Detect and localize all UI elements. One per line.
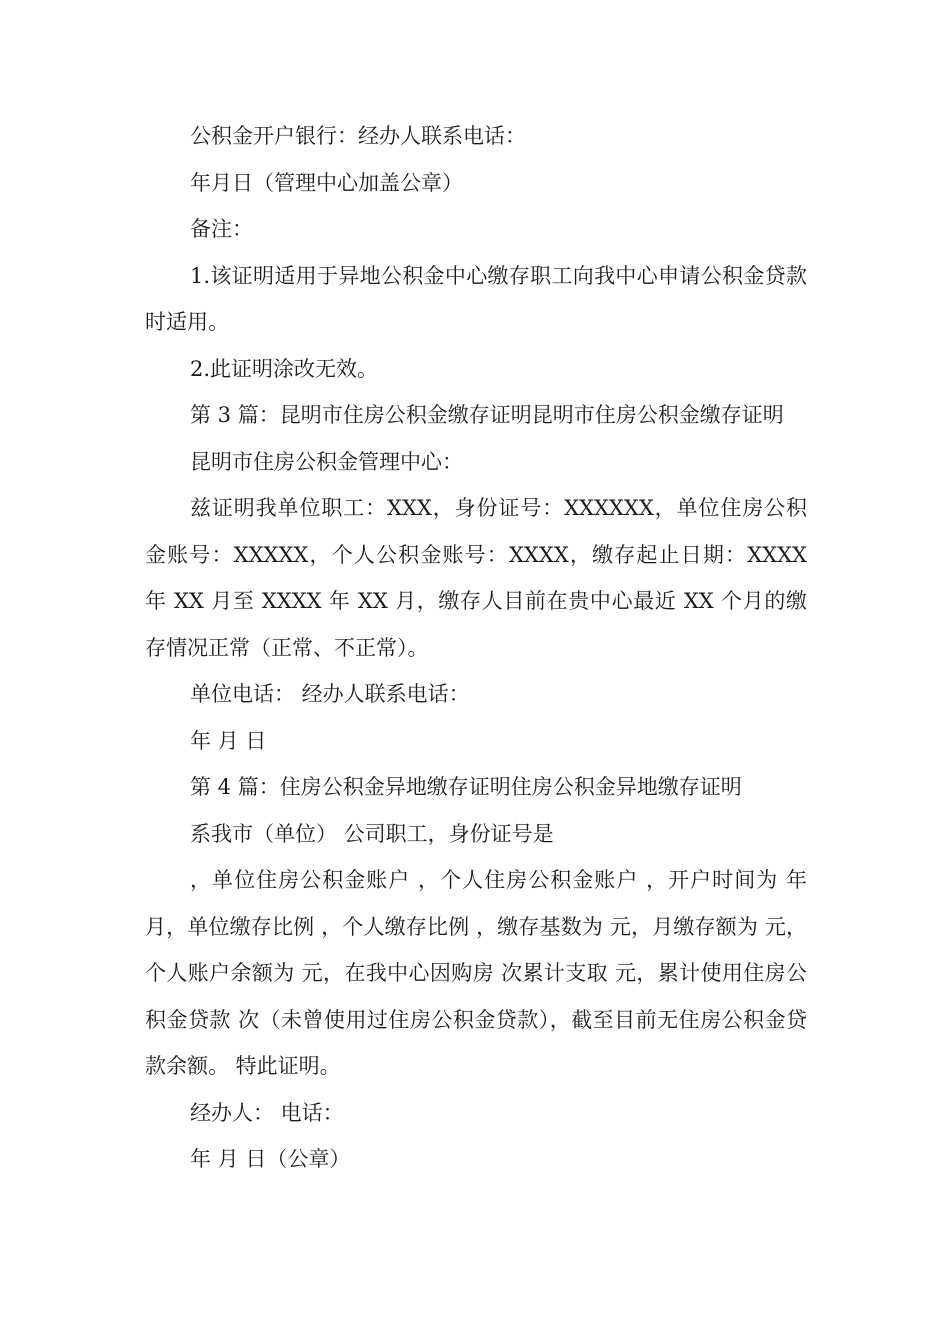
document-body xyxy=(145,113,807,1183)
account-details-body: ，单位住房公积金账户 ，个人住房公积金账户 ，开户时间为 年 月，单位缴存比例 ，个人缴存比例 ，缴存基数为 元，月缴存额为 元，个人账户余额为 元，在我中心因购房 次累计支取 元，累计使用住房公积金贷款 次（未曾使用过住房公积金贷款），截至目前无住房公积金贷款余额。 特此证明。 xyxy=(145,868,807,1078)
handler-phone-line: 经办人： 电话： xyxy=(190,1100,344,1125)
remark-item-2: 2.此证明涂改无效。 xyxy=(190,356,379,381)
unit-phone-line: 单位电话： 经办人联系电话： xyxy=(190,682,470,706)
date-seal-line: 年月日（管理中心加盖公章） xyxy=(190,170,463,195)
section-3-title: 第 3 篇：昆明市住房公积金缴存证明昆明市住房公积金缴存证明 xyxy=(190,403,784,427)
bank-contact-line: 公积金开户银行：经办人联系电话： xyxy=(190,124,526,148)
employee-line: 系我市（单位） 公司职工，身份证号是 xyxy=(190,821,554,846)
remarks-heading: 备注： xyxy=(190,217,253,241)
section-4-title: 第 4 篇：住房公积金异地缴存证明住房公积金异地缴存证明 xyxy=(190,775,742,799)
addressee-line: 昆明市住房公积金管理中心： xyxy=(190,449,463,474)
date-official-seal-line: 年 月 日（公章） xyxy=(190,1147,351,1171)
certification-body: 兹证明我单位职工：XXX，身份证号：XXXXXX，单位住房公积金账号：XXXXX，个人公积金账号：XXXX，缴存起止日期：XXXX 年 XX 月至 XXXX 年 XX 月，缴存人目前在贵中心最近 XX 个月的缴存情况正常（正常、不正常）。 xyxy=(145,496,807,660)
remark-item-1: 1.该证明适用于异地公积金中心缴存职工向我中心申请公积金贷款时适用。 xyxy=(145,263,807,334)
date-line: 年 月 日 xyxy=(190,728,267,753)
